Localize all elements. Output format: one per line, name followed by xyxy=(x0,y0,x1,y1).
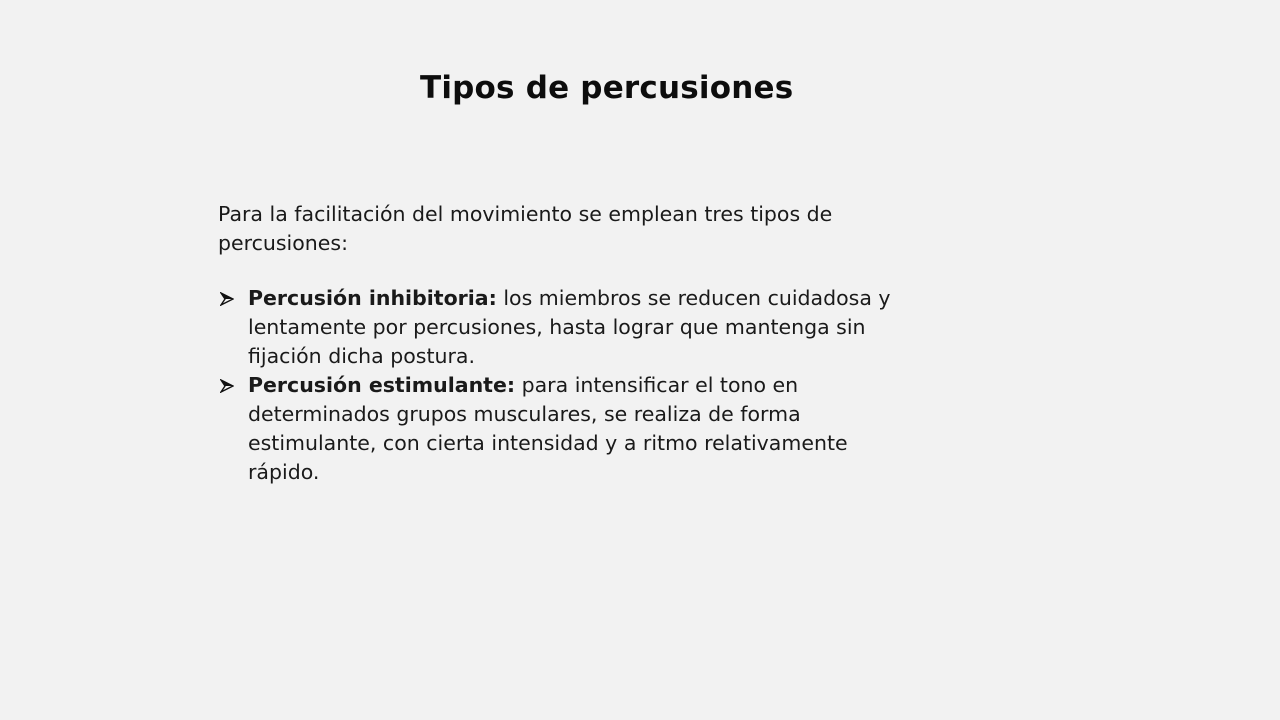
bullet-text: para intensificar el tono en determinados grupos musculares, se realiza de forma estimulante, con cierta intensidad y a ritmo relativamente rápido. xyxy=(248,373,848,484)
slide-body xyxy=(218,200,918,487)
arrowhead-bullet-icon xyxy=(220,379,234,393)
bullet-list xyxy=(218,284,918,487)
bullet-item-inhibitoria xyxy=(218,284,918,371)
arrowhead-bullet-icon xyxy=(220,292,234,306)
bullet-term: Percusión estimulante: xyxy=(248,373,516,397)
slide-title: Tipos de percusiones xyxy=(420,70,794,106)
bullet-term: Percusión inhibitoria: xyxy=(248,286,497,310)
bullet-text: los miembros se reducen cuidadosa y lentamente por percusiones, hasta lograr que mantenga sin fijación dicha postura. xyxy=(248,286,891,368)
intro-paragraph: Para la facilitación del movimiento se emplean tres tipos de percusiones: xyxy=(218,202,833,255)
bullet-item-estimulante xyxy=(218,371,918,487)
